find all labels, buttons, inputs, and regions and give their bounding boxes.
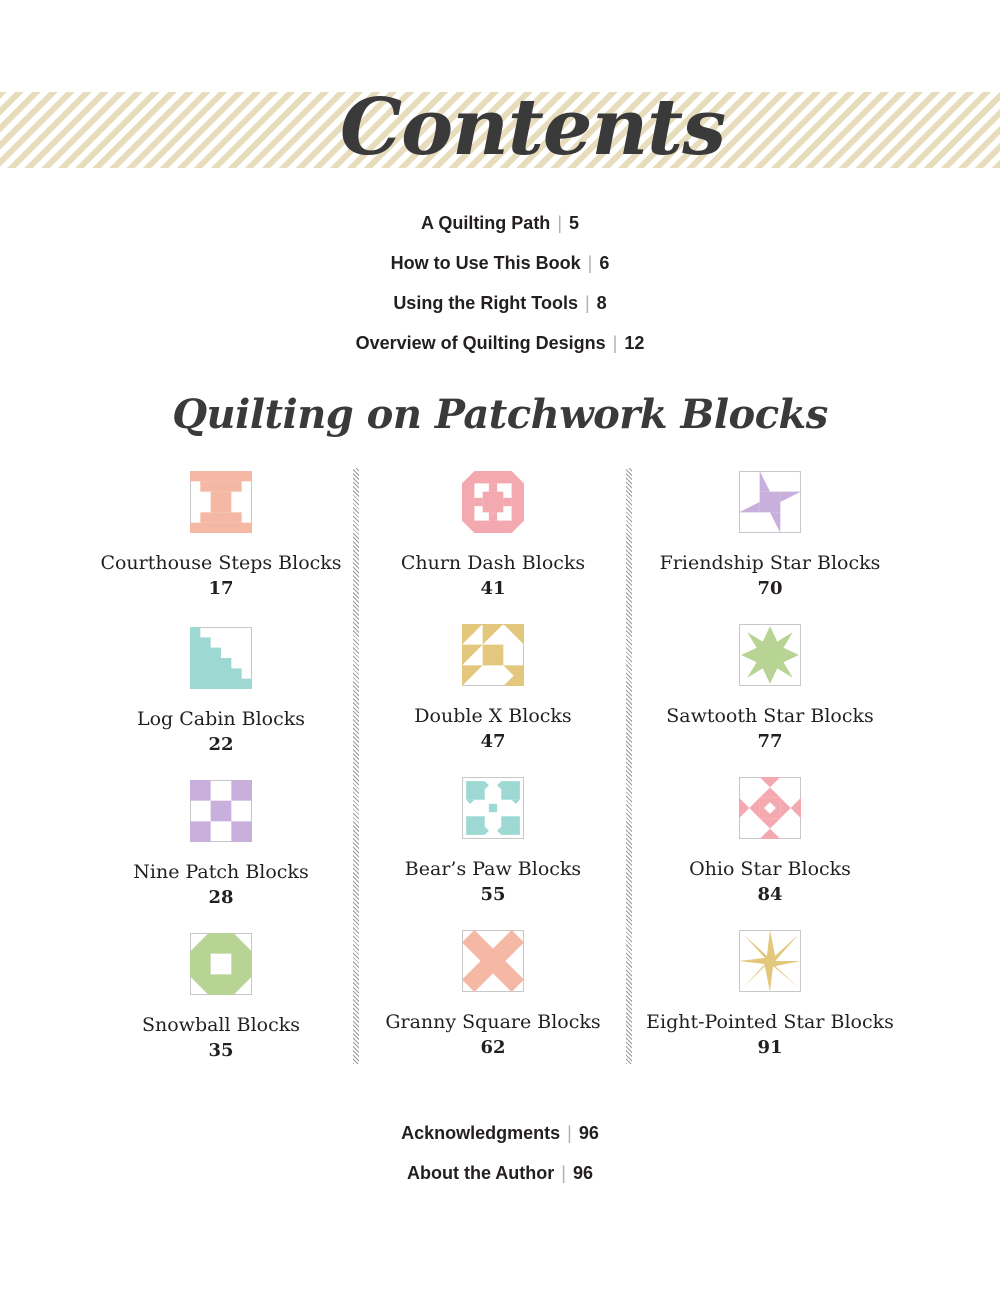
block-entry-eight-pointed-star[interactable] <box>630 930 910 1061</box>
toc-separator: | <box>557 213 562 233</box>
churn-dash-icon <box>462 471 524 533</box>
toc-separator: | <box>567 1123 572 1143</box>
block-page: 84 <box>757 884 783 905</box>
nine-patch-icon <box>190 780 252 842</box>
block-name: Double X Blocks <box>414 705 572 727</box>
toc-separator: | <box>584 293 590 313</box>
toc-entry-page: 6 <box>599 253 610 273</box>
block-name: Churn Dash Blocks <box>400 552 586 574</box>
block-name: Sawtooth Star Blocks <box>666 705 874 727</box>
block-name: Ohio Star Blocks <box>689 858 851 880</box>
block-name: Log Cabin Blocks <box>136 708 306 730</box>
block-entry-bears-paw[interactable] <box>353 777 633 908</box>
block-entry-ohio-star[interactable] <box>630 777 910 908</box>
toc-entry-page: 5 <box>569 213 580 233</box>
page-title: Contents <box>340 82 726 173</box>
block-entry-granny-square[interactable] <box>353 930 633 1061</box>
block-name: Granny Square Blocks <box>385 1011 601 1033</box>
ohio-star-icon <box>739 777 801 839</box>
block-entry-friendship-star[interactable] <box>630 471 910 602</box>
block-page: 28 <box>208 887 234 908</box>
toc-entry-label: Using the Right Tools <box>393 293 578 313</box>
block-entry-snowball[interactable] <box>81 933 361 1064</box>
block-name: Friendship Star Blocks <box>659 552 881 574</box>
block-page: 35 <box>208 1040 234 1061</box>
toc-entry-overview-designs[interactable] <box>0 328 1000 368</box>
block-entry-double-x[interactable] <box>353 624 633 755</box>
block-name: Eight-Pointed Star Blocks <box>646 1011 894 1033</box>
granny-square-icon <box>462 930 524 992</box>
toc-separator: | <box>561 1163 566 1183</box>
toc-entry-about-author[interactable] <box>0 1158 1000 1198</box>
toc-entry-label: A Quilting Path <box>420 213 551 233</box>
toc-entry-page: 96 <box>572 1163 593 1183</box>
block-page: 17 <box>208 578 234 599</box>
toc-entry-label: Acknowledgments <box>401 1123 561 1143</box>
block-page: 22 <box>208 734 234 755</box>
courthouse-steps-icon <box>190 471 252 533</box>
toc-separator: | <box>587 253 593 273</box>
toc-entry-right-tools[interactable] <box>0 288 1000 328</box>
block-entry-courthouse-steps[interactable] <box>81 471 361 602</box>
bears-paw-icon <box>462 777 524 839</box>
toc-entry-how-to-use[interactable] <box>0 248 1000 288</box>
log-cabin-icon <box>190 627 252 689</box>
double-x-icon <box>462 624 524 686</box>
toc-entry-label: Overview of Quilting Designs <box>355 333 606 353</box>
block-name: Nine Patch Blocks <box>133 861 309 883</box>
block-page: 41 <box>480 578 506 599</box>
block-name: Snowball Blocks <box>141 1014 301 1036</box>
friendship-star-icon <box>739 471 801 533</box>
block-page: 62 <box>480 1037 506 1058</box>
block-entry-nine-patch[interactable] <box>81 780 361 911</box>
block-name: Bear’s Paw Blocks <box>404 858 582 880</box>
toc-back-matter <box>0 1118 1000 1198</box>
toc-entry-page: 12 <box>624 333 645 353</box>
block-page: 77 <box>757 731 783 752</box>
block-entry-sawtooth-star[interactable] <box>630 624 910 755</box>
section-title: Quilting on Patchwork Blocks <box>172 391 828 438</box>
toc-entry-label: How to Use This Book <box>390 253 581 273</box>
block-page: 55 <box>480 884 506 905</box>
toc-separator: | <box>612 333 618 353</box>
block-entry-churn-dash[interactable] <box>353 471 633 602</box>
block-page: 47 <box>480 731 506 752</box>
block-name: Courthouse Steps Blocks <box>100 552 342 574</box>
toc-entry-page: 8 <box>596 293 607 313</box>
toc-front-matter <box>0 208 1000 368</box>
block-page: 91 <box>757 1037 783 1058</box>
toc-entry-label: About the Author <box>406 1163 555 1183</box>
eight-pointed-star-icon <box>739 930 801 992</box>
snowball-icon <box>190 933 252 995</box>
block-page: 70 <box>757 578 783 599</box>
toc-entry-quilting-path[interactable] <box>0 208 1000 248</box>
block-entry-log-cabin[interactable] <box>81 627 361 758</box>
toc-entry-page: 96 <box>578 1123 599 1143</box>
sawtooth-star-icon <box>739 624 801 686</box>
toc-entry-acknowledgments[interactable] <box>0 1118 1000 1158</box>
